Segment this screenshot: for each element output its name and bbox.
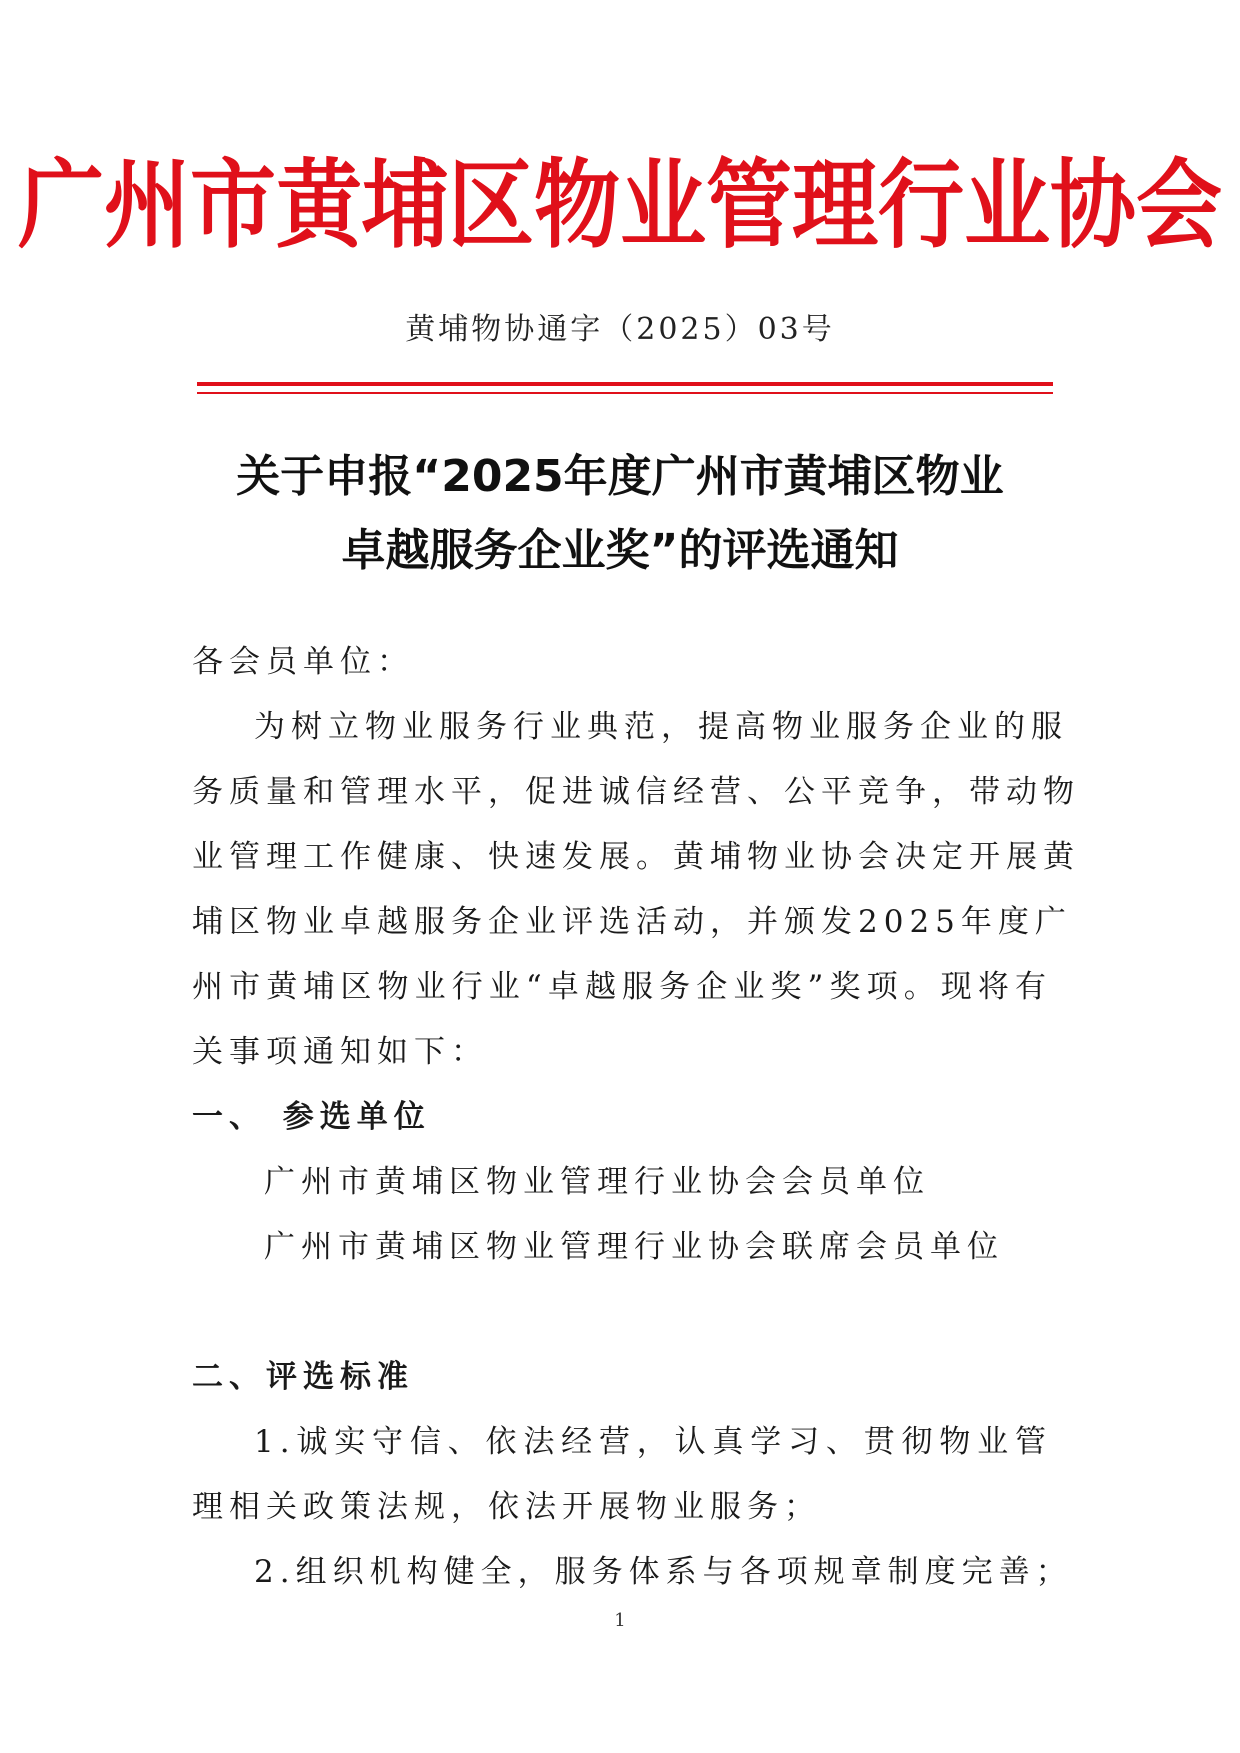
- blank-line: [192, 1280, 1052, 1345]
- page-number: 1: [614, 1610, 626, 1631]
- notice-body: [192, 630, 1080, 1605]
- criteria-line: 2.组织机构健全，服务体系与各项规章制度完善；: [254, 1554, 1073, 1590]
- section-heading: 一、 参选单位: [192, 1099, 431, 1135]
- paragraph-line: 务质量和管理水平，促进诚信经营、公平竞争，带动物: [192, 774, 1080, 810]
- red-separator-thin: [197, 392, 1053, 394]
- organization-masthead: 广州市黄埔区物业管理行业协会: [18, 150, 1222, 262]
- paragraph-line: 关事项通知如下：: [192, 1034, 488, 1070]
- salutation: 各会员单位：: [192, 644, 414, 680]
- paragraph-line: 州市黄埔区物业行业“卓越服务企业奖”奖项。现将有: [192, 969, 1052, 1005]
- red-separator-thick: [197, 382, 1053, 386]
- paragraph-line: 埔区物业卓越服务企业评选活动，并颁发2025年度广: [192, 904, 1072, 940]
- list-item: 广州市黄埔区物业管理行业协会会员单位: [264, 1164, 930, 1200]
- section-heading: 二、评选标准: [192, 1359, 414, 1395]
- title-line-1: 关于申报“2025年度广州市黄埔区物业: [236, 451, 1004, 502]
- paragraph-line: 业管理工作健康、快速发展。黄埔物业协会决定开展黄: [192, 839, 1080, 875]
- paragraph-line: 为树立物业服务行业典范，提高物业服务企业的服: [254, 709, 1068, 745]
- title-line-2: 卓越服务企业奖”的评选通知: [341, 525, 899, 576]
- criteria-line: 1.诚实守信、依法经营，认真学习、贯彻物业管: [254, 1424, 1052, 1460]
- list-item: 广州市黄埔区物业管理行业协会联席会员单位: [264, 1229, 1004, 1265]
- document-number: 黄埔物协通字（2025）03号: [405, 312, 835, 347]
- notice-title: [0, 440, 1240, 588]
- criteria-line: 理相关政策法规，依法开展物业服务；: [192, 1489, 821, 1525]
